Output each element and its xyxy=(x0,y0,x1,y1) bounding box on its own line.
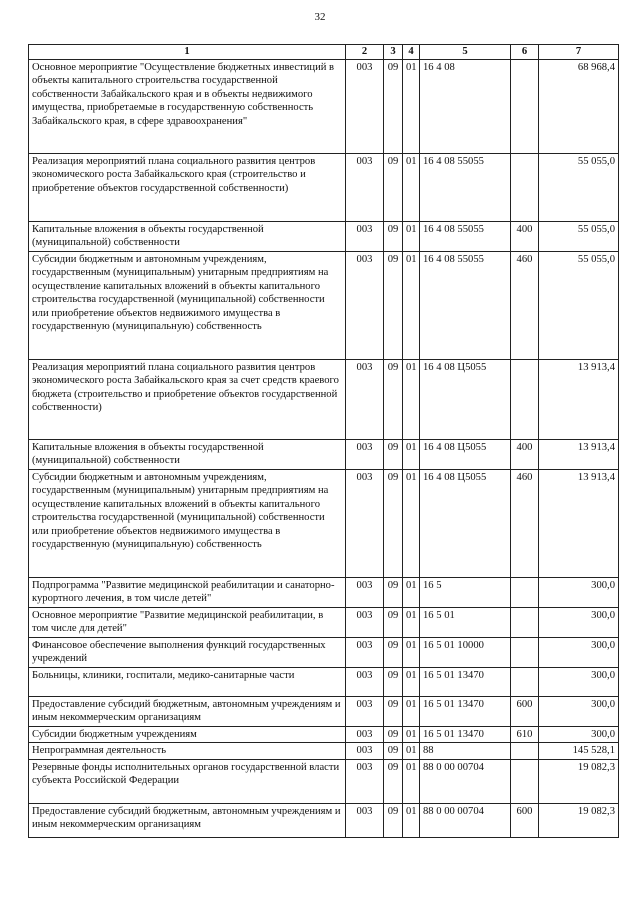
row-amount: 300,0 xyxy=(539,726,619,743)
row-amount: 55 055,0 xyxy=(539,221,619,251)
row-csr: 16 4 08 xyxy=(420,59,511,153)
table-row xyxy=(29,759,619,803)
col-header-5: 5 xyxy=(420,45,511,60)
row-vr xyxy=(511,153,539,221)
row-grbs: 003 xyxy=(346,251,384,359)
row-csr: 16 4 08 55055 xyxy=(420,221,511,251)
row-pr: 01 xyxy=(403,726,420,743)
row-csr: 16 5 xyxy=(420,577,511,607)
budget-table xyxy=(28,44,619,838)
col-header-4: 4 xyxy=(403,45,420,60)
row-csr: 16 5 01 13470 xyxy=(420,726,511,743)
row-rz: 09 xyxy=(384,803,403,837)
row-pr: 01 xyxy=(403,577,420,607)
row-vr xyxy=(511,577,539,607)
row-name: Предоставление субсидий бюджетным, автономным учреждениям и иным некоммерческим организациям xyxy=(29,696,346,726)
row-vr: 400 xyxy=(511,439,539,469)
table-row xyxy=(29,743,619,760)
row-pr: 01 xyxy=(403,439,420,469)
row-pr: 01 xyxy=(403,607,420,637)
row-grbs: 003 xyxy=(346,637,384,667)
header-row xyxy=(29,45,619,60)
row-name: Реализация мероприятий плана социального развития центров экономического роста Забайкальского края за счет средств краевого бюджета (строительство и приобретение объектов государственной собственности) xyxy=(29,359,346,439)
row-vr xyxy=(511,759,539,803)
row-csr: 16 5 01 10000 xyxy=(420,637,511,667)
row-vr xyxy=(511,607,539,637)
row-name: Основное мероприятие "Осуществление бюджетных инвестиций в объекты капитального строительства государственной собственности Забайкальского края и в объекты недвижимого имущества, приобретаемые в государственную собственность Забайкальского края, в сфере здравоохранения" xyxy=(29,59,346,153)
col-header-3: 3 xyxy=(384,45,403,60)
col-header-7: 7 xyxy=(539,45,619,60)
row-name: Реализация мероприятий плана социального развития центров экономического роста Забайкальского края (строительство и приобретение объектов государственной собственности) xyxy=(29,153,346,221)
row-pr: 01 xyxy=(403,359,420,439)
row-pr: 01 xyxy=(403,251,420,359)
row-rz: 09 xyxy=(384,667,403,696)
row-amount: 300,0 xyxy=(539,667,619,696)
row-name: Основное мероприятие "Развитие медицинской реабилитации, в том числе для детей" xyxy=(29,607,346,637)
row-name: Больницы, клиники, госпитали, медико-санитарные части xyxy=(29,667,346,696)
row-name: Капитальные вложения в объекты государственной (муниципальной) собственности xyxy=(29,439,346,469)
row-grbs: 003 xyxy=(346,726,384,743)
row-csr: 88 0 00 00704 xyxy=(420,803,511,837)
row-rz: 09 xyxy=(384,743,403,760)
table-row xyxy=(29,153,619,221)
row-name: Предоставление субсидий бюджетным, автономным учреждениям и иным некоммерческим организациям xyxy=(29,803,346,837)
table-row xyxy=(29,251,619,359)
row-grbs: 003 xyxy=(346,153,384,221)
col-header-1: 1 xyxy=(29,45,346,60)
row-vr xyxy=(511,743,539,760)
table-row xyxy=(29,221,619,251)
row-rz: 09 xyxy=(384,359,403,439)
table-row xyxy=(29,607,619,637)
row-grbs: 003 xyxy=(346,439,384,469)
row-csr: 16 4 08 Ц5055 xyxy=(420,359,511,439)
row-grbs: 003 xyxy=(346,577,384,607)
row-grbs: 003 xyxy=(346,803,384,837)
row-csr: 16 5 01 xyxy=(420,607,511,637)
row-rz: 09 xyxy=(384,577,403,607)
row-csr: 16 4 08 55055 xyxy=(420,251,511,359)
row-rz: 09 xyxy=(384,637,403,667)
row-vr: 400 xyxy=(511,221,539,251)
row-amount: 145 528,1 xyxy=(539,743,619,760)
row-rz: 09 xyxy=(384,696,403,726)
page-number: 32 xyxy=(314,11,326,23)
row-name: Непрограммная деятельность xyxy=(29,743,346,760)
row-amount: 13 913,4 xyxy=(539,439,619,469)
row-pr: 01 xyxy=(403,803,420,837)
row-rz: 09 xyxy=(384,251,403,359)
row-csr: 16 4 08 Ц5055 xyxy=(420,469,511,577)
table-row xyxy=(29,359,619,439)
row-amount: 13 913,4 xyxy=(539,359,619,439)
row-csr: 88 0 00 00704 xyxy=(420,759,511,803)
table-row xyxy=(29,439,619,469)
row-rz: 09 xyxy=(384,607,403,637)
table-row xyxy=(29,469,619,577)
row-csr: 88 xyxy=(420,743,511,760)
row-vr: 600 xyxy=(511,696,539,726)
row-rz: 09 xyxy=(384,153,403,221)
col-header-2: 2 xyxy=(346,45,384,60)
row-name: Субсидии бюджетным учреждениям xyxy=(29,726,346,743)
row-vr: 610 xyxy=(511,726,539,743)
row-amount: 300,0 xyxy=(539,637,619,667)
row-grbs: 003 xyxy=(346,359,384,439)
row-grbs: 003 xyxy=(346,469,384,577)
row-grbs: 003 xyxy=(346,696,384,726)
row-pr: 01 xyxy=(403,637,420,667)
row-name: Субсидии бюджетным и автономным учреждениям, государственным (муниципальным) унитарным предприятиям на осуществление капитальных вложений в объекты капитального строительства государственной (муниципальной) собственности или приобретение объектов недвижимого имущества в государственную (муниципальную) собственность xyxy=(29,251,346,359)
row-vr xyxy=(511,637,539,667)
row-amount: 300,0 xyxy=(539,577,619,607)
row-name: Подпрограмма "Развитие медицинской реабилитации и санаторно-курортного лечения, в том числе детей" xyxy=(29,577,346,607)
row-amount: 300,0 xyxy=(539,696,619,726)
col-header-6: 6 xyxy=(511,45,539,60)
row-amount: 55 055,0 xyxy=(539,251,619,359)
row-amount: 68 968,4 xyxy=(539,59,619,153)
row-name: Субсидии бюджетным и автономным учреждениям, государственным (муниципальным) унитарным предприятиям на осуществление капитальных вложений в объекты капитального строительства государственной (муниципальной) собственности или приобретение объектов недвижимого имущества в государственную (муниципальную) собственность xyxy=(29,469,346,577)
row-pr: 01 xyxy=(403,469,420,577)
table-row xyxy=(29,577,619,607)
table-row xyxy=(29,637,619,667)
row-csr: 16 5 01 13470 xyxy=(420,696,511,726)
row-amount: 300,0 xyxy=(539,607,619,637)
row-rz: 09 xyxy=(384,726,403,743)
table-row xyxy=(29,667,619,696)
row-csr: 16 4 08 Ц5055 xyxy=(420,439,511,469)
row-pr: 01 xyxy=(403,743,420,760)
row-vr: 460 xyxy=(511,251,539,359)
row-rz: 09 xyxy=(384,759,403,803)
row-rz: 09 xyxy=(384,469,403,577)
row-rz: 09 xyxy=(384,221,403,251)
row-pr: 01 xyxy=(403,759,420,803)
row-amount: 13 913,4 xyxy=(539,469,619,577)
row-amount: 19 082,3 xyxy=(539,759,619,803)
row-vr: 600 xyxy=(511,803,539,837)
row-vr xyxy=(511,59,539,153)
row-name: Капитальные вложения в объекты государственной (муниципальной) собственности xyxy=(29,221,346,251)
row-pr: 01 xyxy=(403,153,420,221)
row-name: Финансовое обеспечение выполнения функций государственных учреждений xyxy=(29,637,346,667)
table-row xyxy=(29,696,619,726)
row-csr: 16 5 01 13470 xyxy=(420,667,511,696)
row-rz: 09 xyxy=(384,439,403,469)
table-row xyxy=(29,59,619,153)
row-vr xyxy=(511,359,539,439)
row-pr: 01 xyxy=(403,667,420,696)
row-grbs: 003 xyxy=(346,667,384,696)
row-grbs: 003 xyxy=(346,759,384,803)
row-pr: 01 xyxy=(403,696,420,726)
row-pr: 01 xyxy=(403,221,420,251)
row-grbs: 003 xyxy=(346,221,384,251)
row-grbs: 003 xyxy=(346,743,384,760)
row-pr: 01 xyxy=(403,59,420,153)
table-row xyxy=(29,803,619,837)
row-vr xyxy=(511,667,539,696)
row-vr: 460 xyxy=(511,469,539,577)
row-grbs: 003 xyxy=(346,59,384,153)
row-grbs: 003 xyxy=(346,607,384,637)
table-row xyxy=(29,726,619,743)
row-name: Резервные фонды исполнительных органов государственной власти субъекта Российской Федерации xyxy=(29,759,346,803)
row-amount: 19 082,3 xyxy=(539,803,619,837)
row-csr: 16 4 08 55055 xyxy=(420,153,511,221)
row-rz: 09 xyxy=(384,59,403,153)
row-amount: 55 055,0 xyxy=(539,153,619,221)
